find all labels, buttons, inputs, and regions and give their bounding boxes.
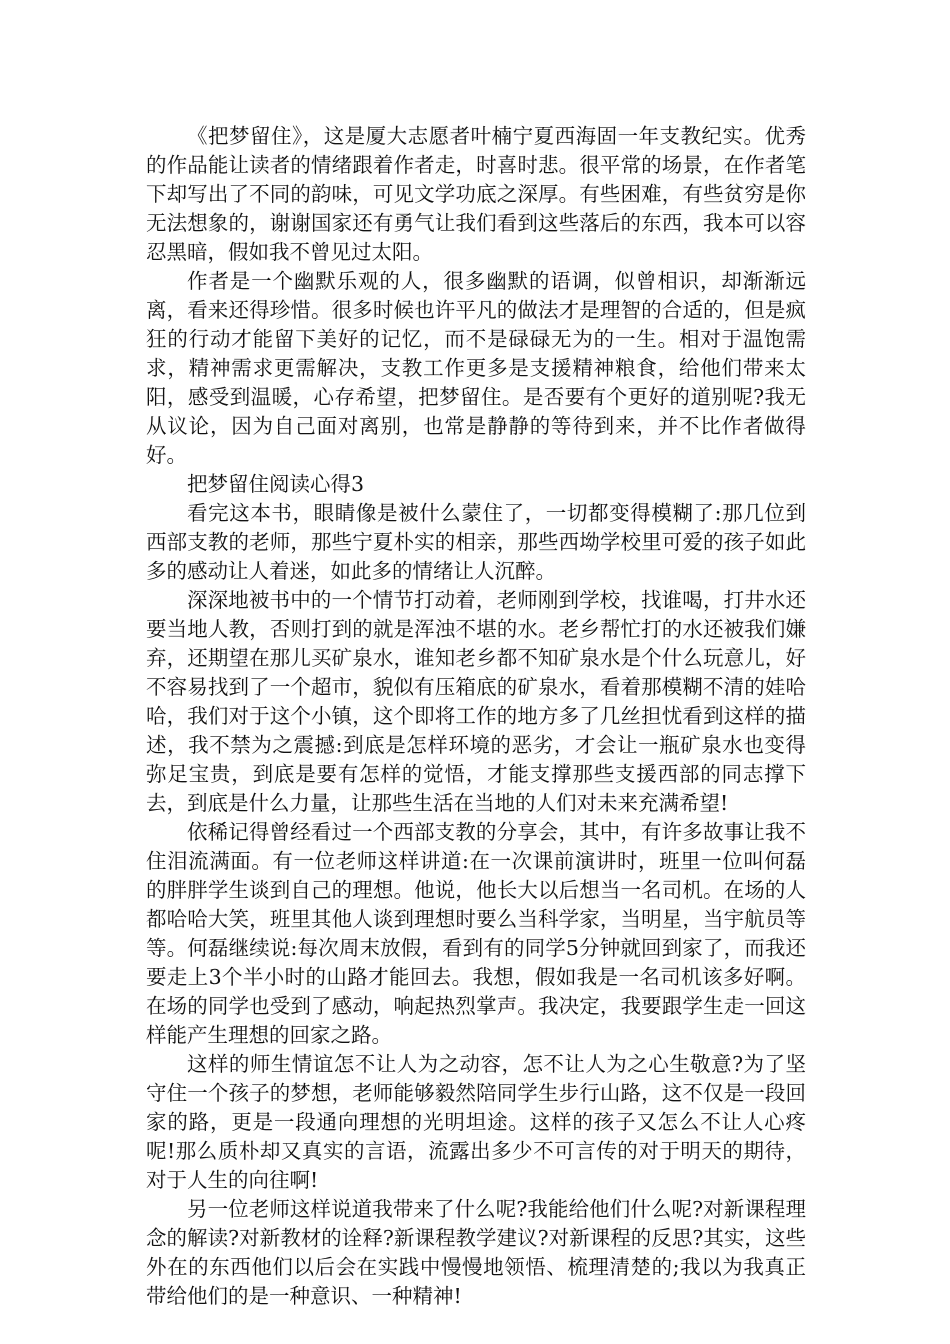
paragraph-another-teacher: 另一位老师这样说道我带来了什么呢?我能给他们什么呢?对新课程理念的解读?对新教材的诠释?新课程教学建议?对新课程的反思?其实，这些外在的东西他们以后会在实践中慢慢地领悟、梳理清楚的;我以为我真正带给他们的是一种意识、一种精神! xyxy=(146,1197,806,1308)
paragraph-teacher-student: 这样的师生情谊怎不让人为之动容，怎不让人为之心生敬意?为了坚守住一个孩子的梦想，老师能够毅然陪同学生步行山路，这不仅是一段回家的路，更是一段通向理想的光明坦途。这样的孩子又怎么不让人心疼呢!那么质朴却又真实的言语，流露出多少不可言传的对于明天的期待，对于人生的向往啊! xyxy=(146,1052,806,1192)
section-heading: 把梦留住阅读心得3 xyxy=(187,472,365,496)
paragraph-water-story: 深深地被书中的一个情节打动着，老师刚到学校，找谁喝，打井水还要当地人教，否则打到的就是浑浊不堪的水。老乡帮忙打的水还被我们嫌弃，还期望在那儿买矿泉水，谁知老乡都不知矿泉水是个什么玩意儿，好不容易找到了一个超市，貌似有压箱底的矿泉水，看着那模糊不清的娃哈哈，我们对于这个小镇，这个即将工作的地方多了几丝担忧看到这样的描述，我不禁为之震撼:到底是怎样环境的恶劣，才会让一瓶矿泉水也变得弥足宝贵，到底是要有怎样的觉悟，才能支撑那些支援西部的同志撑下去，到底是什么力量，让那些生活在当地的人们对未来充满希望! xyxy=(146,588,806,815)
paragraph-author: 作者是一个幽默乐观的人，很多幽默的语调，似曾相识，却渐渐远离，看来还得珍惜。很多时候也许平凡的做法才是理智的合适的，但是疯狂的行动才能留下美好的记忆，而不是碌碌无为的一生。相对于温饱需求，精神需求更需解决，支教工作更多是支援精神粮食，给他们带来太阳，感受到温暖，心存希望，把梦留住。是否要有个更好的道别呢?我无从议论，因为自己面对离别，也常是静静的等待到来，并不比作者做得好。 xyxy=(146,269,806,467)
document-body xyxy=(146,122,806,1311)
paragraph-sharing-session: 依稀记得曾经看过一个西部支教的分享会，其中，有许多故事让我不住泪流满面。有一位老师这样讲道:在一次课前演讲时，班里一位叫何磊的胖胖学生谈到自己的理想。他说，他长大以后想当一名司机。在场的人都哈哈大笑，班里其他人谈到理想时要么当科学家，当明星，当宇航员等等。何磊继续说:每次周末放假，看到有的同学5分钟就回到家了，而我还要走上3个半小时的山路才能回去。我想，假如我是一名司机该多好啊。在场的同学也受到了感动，响起热烈掌声。我决定，我要跟学生走一回这样能产生理想的回家之路。 xyxy=(146,820,806,1047)
paragraph-after-reading: 看完这本书，眼睛像是被什么蒙住了，一切都变得模糊了:那几位到西部支教的老师，那些宁夏朴实的相亲，那些西坳学校里可爱的孩子如此多的感动让人着迷，如此多的情绪让人沉醉。 xyxy=(146,501,806,583)
paragraph-intro: 《把梦留住》，这是厦大志愿者叶楠宁夏西海固一年支教纪实。优秀的作品能让读者的情绪跟着作者走，时喜时悲。很平常的场景，在作者笔下却写出了不同的韵味，可见文学功底之深厚。有些困难，有些贫穷是你无法想象的，谢谢国家还有勇气让我们看到这些落后的东西，我本可以容忍黑暗，假如我不曾见过太阳。 xyxy=(146,124,806,264)
